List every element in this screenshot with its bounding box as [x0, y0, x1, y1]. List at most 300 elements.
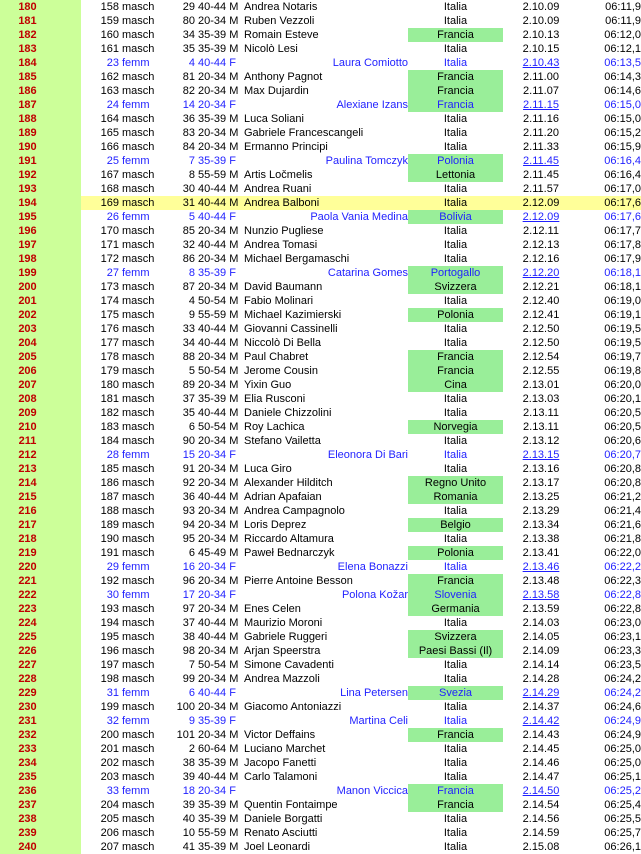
athlete-name-cell: Luca Giro: [244, 463, 292, 475]
category-rank-cell: 85: [182, 225, 195, 237]
gender-rank-cell: 164: [100, 113, 119, 125]
position-cell: 201: [0, 294, 81, 308]
country-cell: Francia: [408, 364, 503, 378]
finish-time-cell: 2.14.42: [522, 715, 560, 727]
gender-cell: masch: [122, 603, 155, 615]
category-cell: 20-34 M: [198, 225, 239, 237]
country-cell: Slovenia: [408, 588, 503, 602]
pace-cell: 06:25,4: [604, 799, 641, 811]
finish-time-cell: 2.10.13: [522, 29, 560, 41]
category-cell: 50-54 M: [198, 295, 239, 307]
position-cell: 222: [0, 588, 81, 602]
gender-rank-cell: 182: [100, 407, 119, 419]
country-cell: Germania: [408, 602, 503, 616]
pace-cell: 06:24,6: [604, 701, 641, 713]
table-row: [0, 70, 641, 84]
finish-time-cell: 2.14.54: [522, 799, 560, 811]
country-cell: Italia: [443, 617, 468, 629]
gender-rank-cell: 165: [100, 127, 119, 139]
category-rank-cell: 30: [182, 183, 195, 195]
gender-cell: masch: [122, 799, 155, 811]
pace-cell: 06:25,5: [604, 813, 641, 825]
country-cell: Italia: [443, 141, 468, 153]
category-rank-cell: 96: [182, 575, 195, 587]
position-cell: 189: [0, 126, 81, 140]
athlete-name-cell: Romain Esteve: [244, 29, 319, 41]
country-cell: Italia: [443, 827, 468, 839]
position-cell: 227: [0, 658, 81, 672]
finish-time-cell: 2.13.41: [522, 547, 560, 559]
finish-time-cell: 2.14.28: [522, 673, 560, 685]
country-cell: Italia: [443, 813, 468, 825]
position-cell: 211: [0, 434, 81, 448]
position-cell: 232: [0, 728, 81, 742]
gender-rank-cell: 177: [100, 337, 119, 349]
gender-rank-cell: 31: [106, 687, 119, 699]
country-cell: Italia: [443, 57, 468, 69]
finish-time-cell: 2.11.07: [523, 85, 559, 97]
finish-time-cell: 2.13.16: [522, 463, 560, 475]
table-row: [0, 406, 641, 420]
country-cell: Italia: [443, 15, 468, 27]
category-cell: 35-39 M: [198, 29, 239, 41]
table-row: [0, 630, 641, 644]
athlete-name-cell: Fabio Molinari: [244, 295, 314, 307]
country-cell: Paesi Bassi (Il): [408, 644, 503, 658]
gender-cell: femm: [122, 57, 150, 69]
gender-cell: femm: [122, 211, 150, 223]
pace-cell: 06:23,3: [604, 645, 641, 657]
athlete-name-cell: Pierre Antoine Besson: [244, 575, 353, 587]
category-rank-cell: 5: [188, 365, 195, 377]
position-cell: 194: [0, 196, 81, 210]
position-cell: 225: [0, 630, 81, 644]
athlete-name-cell: Yixin Guo: [244, 379, 292, 391]
finish-time-cell: 2.10.43: [522, 57, 560, 69]
pace-cell: 06:13,5: [604, 57, 641, 69]
gender-cell: masch: [122, 813, 155, 825]
category-cell: 20-34 M: [198, 701, 239, 713]
finish-time-cell: 2.15.08: [522, 841, 560, 853]
athlete-name-cell: Simone Cavadenti: [244, 659, 334, 671]
gender-cell: masch: [122, 309, 155, 321]
gender-rank-cell: 193: [100, 603, 119, 615]
category-cell: 20-34 M: [198, 673, 239, 685]
category-rank-cell: 37: [182, 393, 195, 405]
country-cell: Italia: [443, 659, 468, 671]
gender-cell: masch: [122, 659, 155, 671]
finish-time-cell: 2.12.41: [522, 309, 560, 321]
gender-rank-cell: 191: [100, 547, 119, 559]
gender-cell: femm: [122, 267, 150, 279]
athlete-name-cell: Quentin Fontaimpe: [244, 799, 338, 811]
category-rank-cell: 98: [182, 645, 195, 657]
finish-time-cell: 2.12.50: [522, 323, 560, 335]
pace-cell: 06:15,0: [604, 99, 641, 111]
country-cell: Lettonia: [408, 168, 503, 182]
country-cell: Italia: [443, 183, 468, 195]
table-row: [0, 336, 641, 350]
athlete-name-cell: Renato Asciutti: [244, 827, 318, 839]
table-row: [0, 56, 641, 70]
country-cell: Italia: [443, 771, 468, 783]
pace-cell: 06:25,7: [604, 827, 641, 839]
finish-time-cell: 2.11.15: [523, 99, 559, 111]
table-row: [0, 238, 641, 252]
table-row: [0, 224, 641, 238]
finish-time-cell: 2.14.14: [522, 659, 560, 671]
position-cell: 202: [0, 308, 81, 322]
category-cell: 60-64 M: [198, 743, 239, 755]
country-cell: Svizzera: [408, 280, 503, 294]
athlete-name-cell: Anthony Pagnot: [244, 71, 323, 83]
position-cell: 230: [0, 700, 81, 714]
table-row: [0, 588, 641, 602]
athlete-name-cell: Riccardo Altamura: [244, 533, 334, 545]
category-cell: 20-34 M: [198, 15, 239, 27]
pace-cell: 06:17,0: [604, 183, 641, 195]
position-cell: 182: [0, 28, 81, 42]
category-rank-cell: 10: [182, 827, 195, 839]
gender-rank-cell: 186: [100, 477, 119, 489]
pace-cell: 06:22,2: [604, 561, 641, 573]
pace-cell: 06:26,1: [604, 841, 641, 853]
gender-rank-cell: 201: [100, 743, 119, 755]
category-cell: 35-39 F: [198, 267, 236, 279]
gender-cell: masch: [122, 519, 155, 531]
category-rank-cell: 87: [182, 281, 195, 293]
gender-cell: femm: [122, 785, 150, 797]
gender-rank-cell: 180: [100, 379, 119, 391]
category-rank-cell: 6: [188, 421, 195, 433]
category-cell: 45-49 M: [198, 547, 239, 559]
athlete-name-cell: Arjan Speerstra: [244, 645, 321, 657]
gender-cell: femm: [122, 99, 150, 111]
gender-cell: masch: [122, 477, 155, 489]
country-cell: Italia: [443, 323, 468, 335]
finish-time-cell: 2.13.11: [523, 407, 559, 419]
gender-rank-cell: 198: [100, 673, 119, 685]
category-cell: 35-39 M: [198, 841, 239, 853]
pace-cell: 06:24,2: [604, 687, 641, 699]
finish-time-cell: 2.14.37: [522, 701, 560, 713]
category-rank-cell: 81: [182, 71, 195, 83]
pace-cell: 06:20,5: [604, 407, 641, 419]
gender-cell: masch: [122, 743, 155, 755]
category-cell: 35-39 M: [198, 43, 239, 55]
table-row: [0, 574, 641, 588]
pace-cell: 06:12,0: [604, 29, 641, 41]
gender-rank-cell: 179: [100, 365, 119, 377]
category-cell: 20-34 M: [198, 71, 239, 83]
category-cell: 40-44 M: [198, 337, 239, 349]
gender-rank-cell: 24: [106, 99, 119, 111]
gender-rank-cell: 28: [106, 449, 119, 461]
position-cell: 239: [0, 826, 81, 840]
category-cell: 20-34 M: [198, 645, 239, 657]
gender-cell: femm: [122, 561, 150, 573]
country-cell: Francia: [408, 784, 503, 798]
country-cell: Francia: [408, 84, 503, 98]
finish-time-cell: 2.13.12: [522, 435, 560, 447]
athlete-name-cell: Andrea Balboni: [244, 197, 320, 209]
athlete-name-cell: Andrea Ruani: [244, 183, 312, 195]
athlete-name-cell: Roy Lachica: [244, 421, 305, 433]
position-cell: 180: [0, 0, 81, 14]
athlete-name-cell: Alexiane Izans: [336, 99, 408, 111]
category-rank-cell: 99: [182, 673, 195, 685]
athlete-name-cell: Adrian Apafaian: [244, 491, 322, 503]
finish-time-cell: 2.12.50: [522, 337, 560, 349]
pace-cell: 06:20,5: [604, 421, 641, 433]
gender-rank-cell: 174: [100, 295, 119, 307]
country-cell: Italia: [443, 295, 468, 307]
category-cell: 40-44 M: [198, 239, 239, 251]
finish-time-cell: 2.12.11: [523, 225, 559, 237]
country-cell: Italia: [443, 841, 468, 853]
gender-cell: femm: [122, 715, 150, 727]
category-rank-cell: 36: [182, 491, 195, 503]
position-cell: 238: [0, 812, 81, 826]
gender-cell: femm: [122, 687, 150, 699]
finish-time-cell: 2.14.59: [522, 827, 560, 839]
gender-cell: masch: [122, 351, 155, 363]
category-rank-cell: 101: [176, 729, 195, 741]
pace-cell: 06:14,3: [604, 71, 641, 83]
athlete-name-cell: Maurizio Moroni: [244, 617, 323, 629]
athlete-name-cell: Andrea Notaris: [244, 1, 318, 13]
athlete-name-cell: Andrea Tomasi: [244, 239, 318, 251]
gender-rank-cell: 200: [100, 729, 119, 741]
athlete-name-cell: Andrea Mazzoli: [244, 673, 320, 685]
pace-cell: 06:22,8: [604, 589, 641, 601]
category-rank-cell: 38: [182, 757, 195, 769]
table-row: [0, 112, 641, 126]
position-cell: 203: [0, 322, 81, 336]
table-row: [0, 546, 641, 560]
gender-rank-cell: 184: [100, 435, 119, 447]
gender-rank-cell: 169: [100, 197, 119, 209]
category-rank-cell: 5: [188, 211, 195, 223]
category-rank-cell: 6: [188, 547, 195, 559]
table-row: [0, 784, 641, 798]
category-cell: 20-34 F: [198, 561, 236, 573]
table-row: [0, 196, 641, 210]
gender-cell: masch: [122, 575, 155, 587]
gender-rank-cell: 158: [100, 1, 119, 13]
country-cell: Francia: [408, 350, 503, 364]
country-cell: Italia: [443, 757, 468, 769]
category-rank-cell: 100: [176, 701, 195, 713]
position-cell: 228: [0, 672, 81, 686]
pace-cell: 06:19,7: [604, 351, 641, 363]
table-row: [0, 140, 641, 154]
position-cell: 229: [0, 686, 81, 700]
country-cell: Cina: [408, 378, 503, 392]
gender-cell: masch: [122, 15, 155, 27]
table-row: [0, 770, 641, 784]
position-cell: 219: [0, 546, 81, 560]
table-row: [0, 98, 641, 112]
finish-time-cell: 2.12.20: [522, 267, 560, 279]
table-row: [0, 252, 641, 266]
category-rank-cell: 95: [182, 533, 195, 545]
country-cell: Francia: [408, 728, 503, 742]
country-cell: Norvegia: [408, 420, 503, 434]
pace-cell: 06:17,8: [604, 239, 641, 251]
table-row: [0, 420, 641, 434]
country-cell: Italia: [443, 435, 468, 447]
category-cell: 40-44 M: [198, 323, 239, 335]
country-cell: Italia: [443, 505, 468, 517]
finish-time-cell: 2.13.03: [522, 393, 560, 405]
pace-cell: 06:20,0: [604, 379, 641, 391]
pace-cell: 06:22,0: [604, 547, 641, 559]
position-cell: 218: [0, 532, 81, 546]
finish-time-cell: 2.14.43: [522, 729, 560, 741]
finish-time-cell: 2.10.09: [522, 15, 560, 27]
table-row: [0, 798, 641, 812]
country-cell: Italia: [443, 1, 468, 13]
table-row: [0, 280, 641, 294]
gender-rank-cell: 205: [100, 813, 119, 825]
category-rank-cell: 39: [182, 799, 195, 811]
country-cell: Italia: [443, 463, 468, 475]
finish-time-cell: 2.12.40: [522, 295, 560, 307]
category-rank-cell: 80: [182, 15, 195, 27]
finish-time-cell: 2.11.00: [523, 71, 559, 83]
finish-time-cell: 2.11.45: [523, 155, 559, 167]
gender-cell: masch: [122, 323, 155, 335]
country-cell: Italia: [443, 561, 468, 573]
country-cell: Regno Unito: [408, 476, 503, 490]
pace-cell: 06:19,8: [604, 365, 641, 377]
table-row: [0, 714, 641, 728]
category-cell: 20-34 M: [198, 435, 239, 447]
category-cell: 35-39 F: [198, 155, 236, 167]
table-row: [0, 560, 641, 574]
category-rank-cell: 15: [182, 449, 195, 461]
gender-cell: masch: [122, 141, 155, 153]
finish-time-cell: 2.13.59: [522, 603, 560, 615]
category-cell: 40-44 F: [198, 211, 236, 223]
gender-cell: masch: [122, 505, 155, 517]
category-cell: 35-39 M: [198, 813, 239, 825]
country-cell: Svizzera: [408, 630, 503, 644]
position-cell: 195: [0, 210, 81, 224]
gender-rank-cell: 203: [100, 771, 119, 783]
gender-rank-cell: 170: [100, 225, 119, 237]
country-cell: Italia: [443, 673, 468, 685]
gender-rank-cell: 23: [106, 57, 119, 69]
category-rank-cell: 9: [188, 715, 195, 727]
position-cell: 199: [0, 266, 81, 280]
finish-time-cell: 2.14.45: [522, 743, 560, 755]
category-rank-cell: 38: [182, 631, 195, 643]
athlete-name-cell: Martina Celi: [349, 715, 408, 727]
gender-cell: masch: [122, 407, 155, 419]
table-row: [0, 616, 641, 630]
athlete-name-cell: Paola Vania Medina: [310, 211, 408, 223]
category-rank-cell: 4: [188, 57, 195, 69]
category-rank-cell: 97: [182, 603, 195, 615]
gender-rank-cell: 172: [100, 253, 119, 265]
category-rank-cell: 16: [182, 561, 195, 573]
finish-time-cell: 2.13.25: [522, 491, 560, 503]
gender-rank-cell: 187: [100, 491, 119, 503]
table-row: [0, 602, 641, 616]
gender-rank-cell: 32: [106, 715, 119, 727]
position-cell: 200: [0, 280, 81, 294]
gender-cell: masch: [122, 645, 155, 657]
pace-cell: 06:17,6: [604, 197, 641, 209]
category-cell: 40-44 M: [198, 617, 239, 629]
country-cell: Italia: [443, 449, 468, 461]
gender-cell: masch: [122, 197, 155, 209]
athlete-name-cell: Luca Soliani: [244, 113, 304, 125]
athlete-name-cell: Lina Petersen: [340, 687, 408, 699]
gender-cell: masch: [122, 183, 155, 195]
category-cell: 20-34 M: [198, 281, 239, 293]
category-cell: 35-39 F: [198, 715, 236, 727]
category-cell: 40-44 F: [198, 687, 236, 699]
country-cell: Italia: [443, 393, 468, 405]
athlete-name-cell: Max Dujardin: [244, 85, 309, 97]
category-cell: 40-44 M: [198, 407, 239, 419]
pace-cell: 06:15,9: [604, 141, 641, 153]
gender-cell: masch: [122, 827, 155, 839]
category-cell: 20-34 M: [198, 477, 239, 489]
pace-cell: 06:21,4: [604, 505, 641, 517]
athlete-name-cell: Jacopo Fanetti: [244, 757, 317, 769]
athlete-name-cell: Carlo Talamoni: [244, 771, 318, 783]
pace-cell: 06:17,6: [604, 211, 641, 223]
gender-cell: masch: [122, 757, 155, 769]
table-row: [0, 700, 641, 714]
category-rank-cell: 18: [182, 785, 195, 797]
category-cell: 20-34 M: [198, 253, 239, 265]
position-cell: 204: [0, 336, 81, 350]
athlete-name-cell: Artis Ločmelis: [244, 169, 313, 181]
position-cell: 213: [0, 462, 81, 476]
gender-rank-cell: 185: [100, 463, 119, 475]
athlete-name-cell: Andrea Campagnolo: [244, 505, 345, 517]
position-cell: 197: [0, 238, 81, 252]
category-rank-cell: 93: [182, 505, 195, 517]
category-rank-cell: 82: [182, 85, 195, 97]
category-cell: 20-34 M: [198, 127, 239, 139]
category-rank-cell: 31: [182, 197, 195, 209]
category-rank-cell: 92: [182, 477, 195, 489]
position-cell: 207: [0, 378, 81, 392]
category-rank-cell: 36: [182, 113, 195, 125]
pace-cell: 06:18,1: [604, 267, 641, 279]
position-cell: 220: [0, 560, 81, 574]
table-row: [0, 0, 641, 14]
country-cell: Italia: [443, 113, 468, 125]
position-cell: 196: [0, 224, 81, 238]
country-cell: Polonia: [408, 546, 503, 560]
finish-time-cell: 2.12.21: [522, 281, 560, 293]
table-row: [0, 826, 641, 840]
finish-time-cell: 2.10.15: [522, 43, 560, 55]
category-cell: 20-34 M: [198, 463, 239, 475]
position-cell: 234: [0, 756, 81, 770]
country-cell: Francia: [408, 70, 503, 84]
athlete-name-cell: Ermanno Principi: [244, 141, 328, 153]
table-row: [0, 14, 641, 28]
gender-rank-cell: 26: [106, 211, 119, 223]
